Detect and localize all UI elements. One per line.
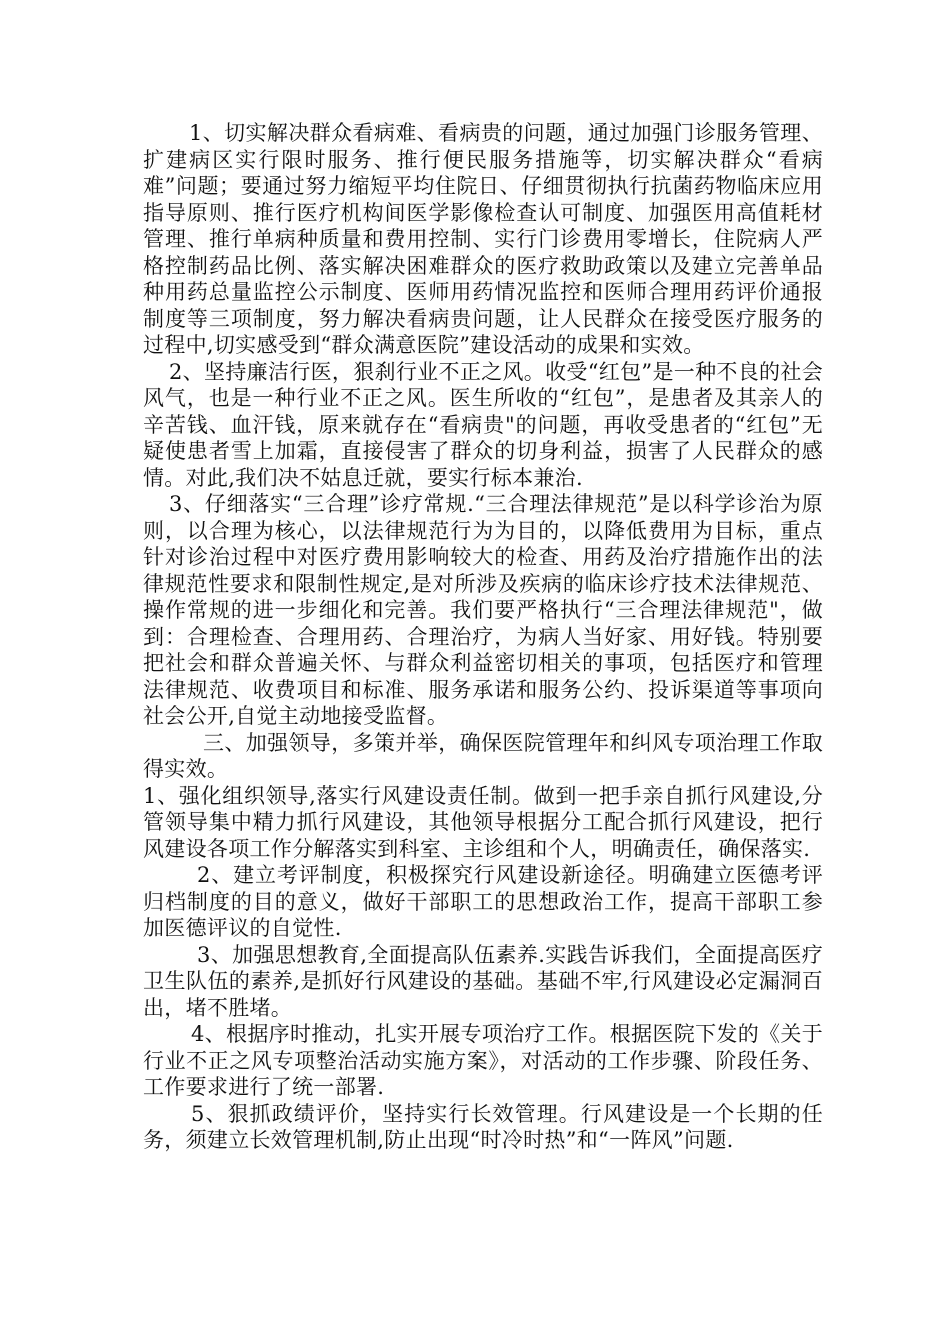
- section-heading: 三、加强领导，多策并举，确保医院管理年和纠风专项治理工作取得实效。: [143, 730, 823, 781]
- paragraph-7: 3、加强思想教育,全面提高队伍素养.实践告诉我们，全面提高医疗卫生队伍的素养,是抓好行风建设的基础。基础不牢,行风建设必定漏洞百出，堵不胜堵。: [143, 942, 823, 1020]
- paragraph-3: 3、仔细落实“三合理”诊疗常规.“三合理法律规范”是以科学诊治为原则，以合理为核心，以法律规范行为为目的，以降低费用为目标，重点针对诊治过程中对医疗费用影响较大的检查、用药及治疗措施作出的法律规范性要求和限制性规定,是对所涉及疾病的临床诊疗技术法律规范、操作常规的进一步细化和完善。我们要严格执行“三合理法律规范"，做到：合理检查、合理用药、合理治疗，为病人当好家、用好钱。特别要把社会和群众普遍关怀、与群众利益密切相关的事项，包括医疗和管理法律规范、收费项目和标准、服务承诺和服务公约、投诉渠道等事项向社会公开,自觉主动地接受监督。: [143, 492, 823, 728]
- paragraph-6: 2、建立考评制度，积极探究行风建设新途径。明确建立医德考评归档制度的目的意义，做好干部职工的思想政治工作，提高干部职工参加医德评议的自觉性.: [143, 863, 823, 940]
- paragraph-2: 2、坚持廉洁行医，狠刹行业不正之风。收受“红包”是一种不良的社会风气，也是一种行业不正之风。医生所收的“红包”，是患者及其亲人的辛苦钱、血汗钱，原来就存在“看病贵"的问题，再收受患者的“红包”无疑使患者雪上加霜，直接侵害了群众的切身利益，损害了人民群众的感情。对此,我们决不姑息迁就，要实行标本兼治.: [143, 359, 823, 490]
- document-body: [143, 120, 823, 1154]
- paragraph-5: 1、强化组织领导,落实行风建设责任制。做到一把手亲自抓行风建设,分管领导集中精力抓行风建设，其他领导根据分工配合抓行风建设，把行风建设各项工作分解落实到科室、主诊组和个人，明确责任，确保落实.: [143, 783, 823, 861]
- paragraph-8: 4、根据序时推动，扎实开展专项治疗工作。根据医院下发的《关于行业不正之风专项整治活动实施方案》，对活动的工作步骤、阶段任务、工作要求进行了统一部署.: [143, 1022, 823, 1099]
- paragraph-9: 5、狠抓政绩评价，坚持实行长效管理。行风建设是一个长期的任务，须建立长效管理机制,防止出现“时冷时热”和“一阵风”问题.: [143, 1101, 823, 1152]
- paragraph-1: 1、切实解决群众看病难、看病贵的问题，通过加强门诊服务管理、扩建病区实行限时服务、推行便民服务措施等，切实解决群众“看病难”问题；要通过努力缩短平均住院日、仔细贯彻执行抗菌药物临床应用指导原则、推行医疗机构间医学影像检查认可制度、加强医用高值耗材管理、推行单病种质量和费用控制、实行门诊费用零增长，住院病人严格控制药品比例、落实解决困难群众的医疗救助政策以及建立完善单品种用药总量监控公示制度、医师用药情况监控和医师合理用药评价通报制度等三项制度，努力解决看病贵问题，让人民群众在接受医疗服务的过程中,切实感受到“群众满意医院”建设活动的成果和实效。: [143, 121, 823, 357]
